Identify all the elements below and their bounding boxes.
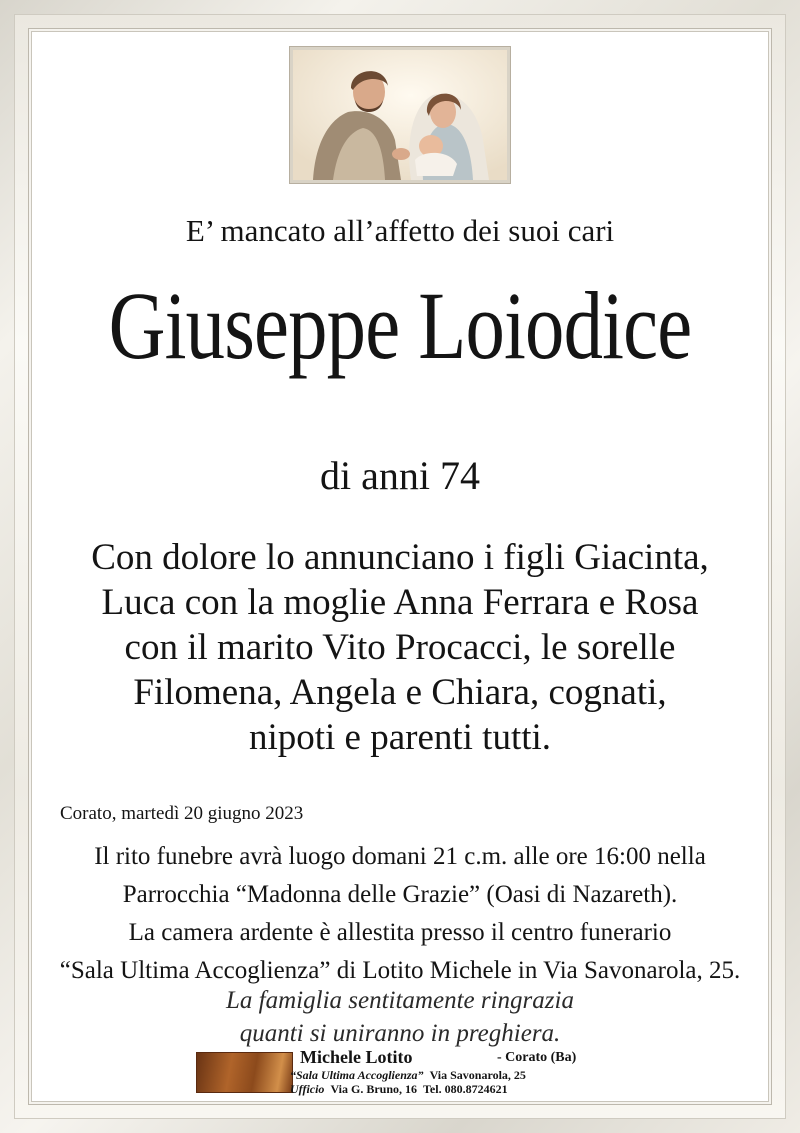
announcement-line: Con dolore lo annunciano i figli Giacinta, [91, 537, 709, 578]
agency-office-address: Via G. Bruno, 16 [330, 1082, 418, 1096]
announcement-line: con il marito Vito Procacci, le sorelle [124, 627, 676, 668]
agency-office-line [290, 1082, 508, 1097]
holy-family-image [290, 47, 510, 183]
deceased-age: di anni 74 [320, 453, 480, 498]
announcement-line: nipoti e parenti tutti. [248, 717, 552, 758]
announcement-line: Luca con la moglie Anna Ferrara e Rosa [101, 582, 699, 623]
agency-logo [196, 1052, 293, 1093]
agency-hall-address: Via Savonarola, 25 [429, 1068, 526, 1082]
thanks-line: quanti si uniranno in preghiera. [239, 1020, 561, 1047]
rite-line: Parrocchia “Madonna delle Grazie” (Oasi di Nazareth). [122, 881, 678, 908]
agency-hall-line [290, 1068, 526, 1083]
place-date: Corato, martedì 20 giugno 2023 [60, 803, 304, 824]
rite-line: “Sala Ultima Accoglienza” di Lotito Michele in Via Savonarola, 25. [59, 957, 741, 984]
rite-line: La camera ardente è allestita presso il centro funerario [128, 919, 672, 946]
thanks-line: La famiglia sentitamente ringrazia [226, 987, 574, 1014]
agency-phone: Tel. 080.8724621 [423, 1082, 508, 1096]
agency-office-label: Ufficio [290, 1082, 325, 1096]
funeral-rite-info [0, 838, 800, 990]
intro-text: E’ mancato all’affetto dei suoi cari [185, 213, 615, 248]
announcement [0, 535, 800, 760]
family-thanks [0, 984, 800, 1050]
agency-hall-name: “Sala Ultima Accoglienza” [290, 1068, 424, 1082]
agency-name: Michele Lotito [300, 1047, 413, 1067]
deceased-name: Giuseppe Loiodice [108, 272, 692, 379]
announcement-line: Filomena, Angela e Chiara, cognati, [133, 672, 667, 713]
rite-line: Il rito funebre avrà luogo domani 21 c.m. alle ore 16:00 nella [94, 843, 706, 870]
agency-city: - Corato (Ba) [497, 1050, 577, 1065]
